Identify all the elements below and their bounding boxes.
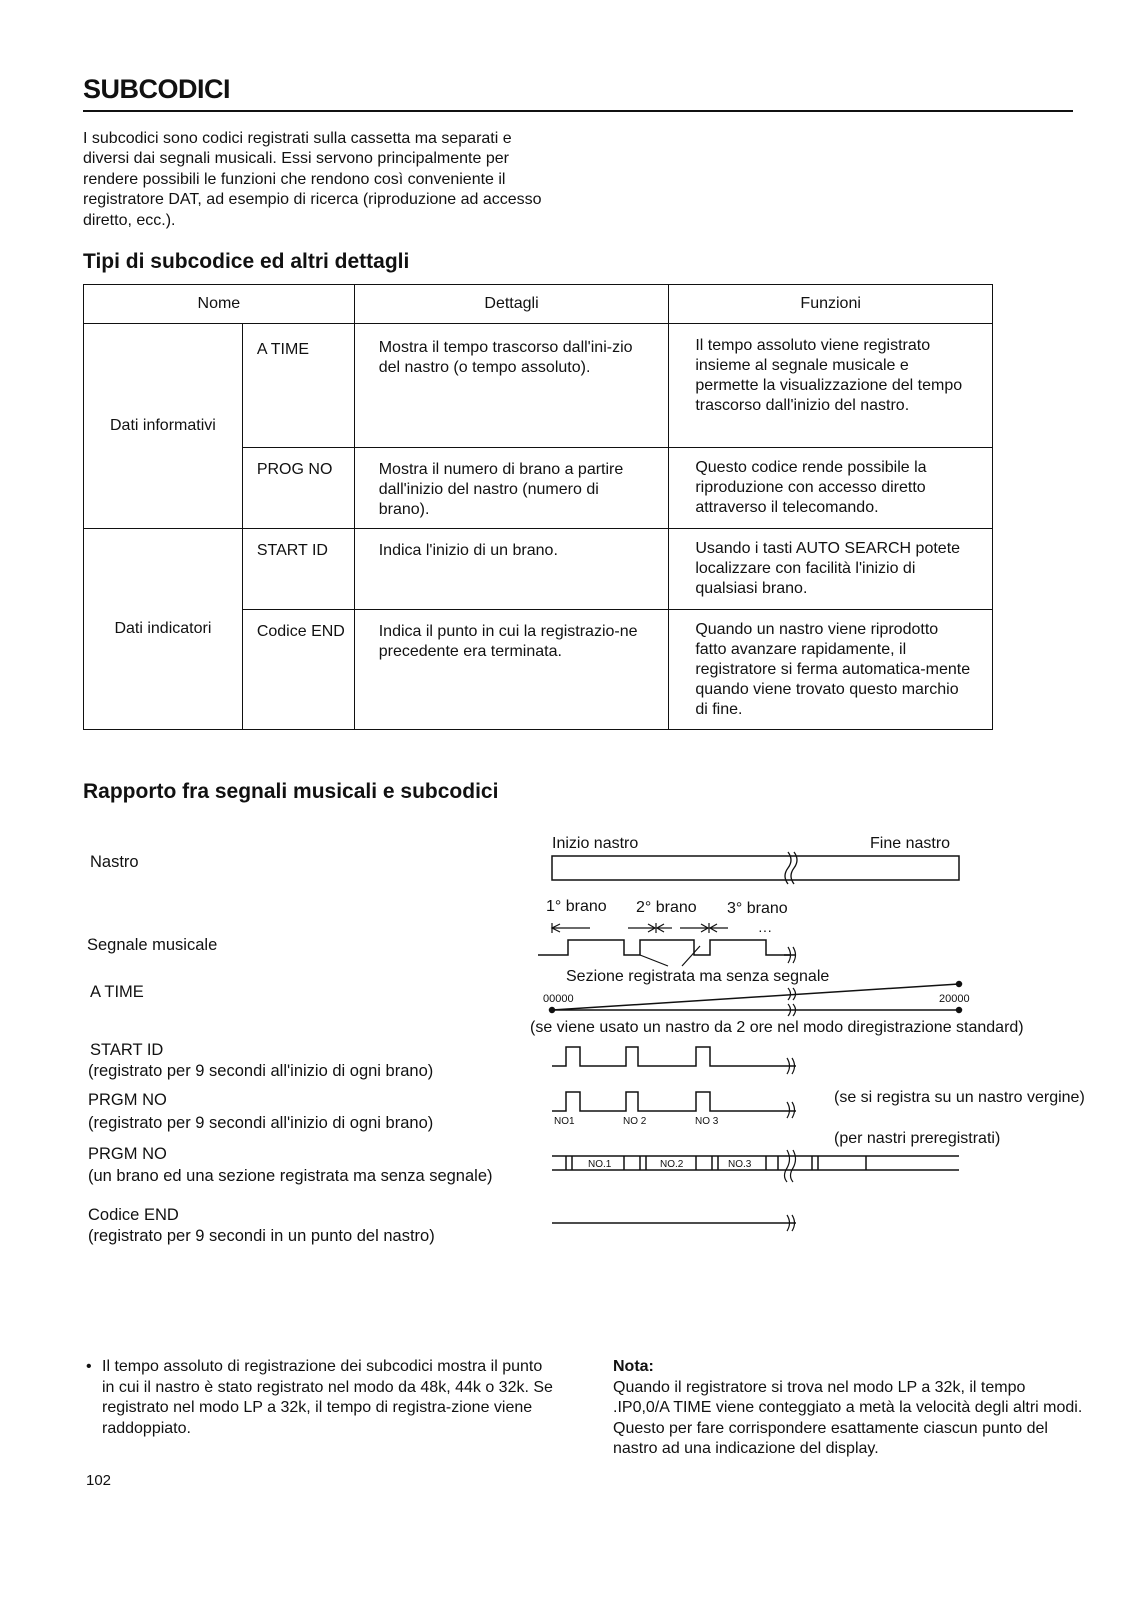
row-funzioni: Usando i tasti AUTO SEARCH potete localizzare con facilità l'inizio di qualsiasi brano.: [669, 529, 993, 610]
text-block-no1: NO.1: [588, 1159, 612, 1170]
text-brano-2: 2° brano: [636, 899, 697, 916]
text-inizio-nastro: Inizio nastro: [552, 835, 639, 852]
text-block-no2: NO.2: [660, 1159, 684, 1170]
page-title: SUBCODICI: [83, 74, 231, 104]
row-dettagli: Mostra il numero di brano a partire dall'inizio del nastro (numero di brano).: [354, 448, 669, 529]
a-time-line: [550, 982, 962, 1017]
header-funzioni: Funzioni: [669, 285, 993, 324]
brano-arrows: [552, 923, 728, 933]
text-time-start: 00000: [543, 993, 574, 1005]
text-dots: ···: [758, 922, 772, 938]
row-name: START ID: [242, 529, 354, 610]
bullet-note-text: Il tempo assoluto di registrazione dei subcodici mostra il punto in cui il nastro è stato registrato nel modo da 48k, 44k o 32k. Se registrato nel modo LP a 32k, il tempo di registra-zione viene raddoppiato.: [102, 1358, 553, 1437]
text-time-end: 20000: [939, 993, 970, 1005]
music-signal-wave: [538, 940, 784, 955]
row-name: A TIME: [242, 324, 354, 448]
text-fine-nastro: Fine nastro: [870, 835, 951, 852]
nota-title: Nota:: [613, 1358, 654, 1375]
text-nastri-preregistrati: (per nastri preregistrati): [834, 1130, 1001, 1147]
label-segnale-musicale: Segnale musicale: [87, 936, 218, 954]
text-atime-note: (se viene usato un nastro da 2 ore nel modo diregistrazione standard): [530, 1019, 1024, 1036]
label-codice-end: Codice END: [88, 1206, 179, 1224]
group-dati-informativi: Dati informativi: [84, 324, 243, 529]
text-sezione-silenziosa: Sezione registrata ma senza segnale: [566, 968, 830, 985]
label-nastro: Nastro: [90, 853, 139, 871]
group-dati-indicatori: Dati indicatori: [84, 529, 243, 730]
label-codice-end-note: (registrato per 9 secondi in un punto del nastro): [88, 1227, 435, 1245]
bullet-icon: •: [86, 1358, 92, 1375]
text-no1: NO1: [554, 1116, 575, 1127]
row-name: PROG NO: [242, 448, 354, 529]
section-heading-rapporto: Rapporto fra segnali musicali e subcodici: [83, 780, 499, 803]
header-nome: Nome: [84, 285, 355, 324]
label-prgm-no-2-note: (un brano ed una sezione registrata ma senza segnale): [88, 1167, 493, 1185]
row-name: Codice END: [242, 610, 354, 730]
row-dettagli: Indica il punto in cui la registrazio-ne precedente era terminata.: [354, 610, 669, 730]
label-prgm-no-1-note: (registrato per 9 secondi all'inizio di ogni brano): [88, 1114, 434, 1132]
nota-text: Quando il registratore si trova nel modo LP a 32k, il tempo .IP0,0/A TIME viene conteggiato a metà la velocità degli altri modi. Questo per fare corrispondere esattamente ciascun punto del nastro ad una indicazione del display.: [613, 1378, 1083, 1457]
row-funzioni: Questo codice rende possibile la riproduzione con accesso diretto attraverso il telecomando.: [669, 448, 993, 529]
text-brano-1: 1° brano: [546, 898, 607, 915]
tape-bar: [552, 856, 959, 880]
header-dettagli: Dettagli: [354, 285, 669, 324]
row-dettagli: Indica l'inizio di un brano.: [354, 529, 669, 610]
intro-paragraph: I subcodici sono codici registrati sulla cassetta ma separati e diversi dai segnali musicali. Essi servono principalmente per rendere possibili le funzioni che rendono così conveniente il registratore DAT, ad esempio di ricerca (riproduzione ad accesso diretto, ecc.).: [83, 130, 542, 229]
start-id-wave: [552, 1047, 784, 1066]
nota-block: [613, 1357, 1083, 1460]
bullet-note: [86, 1357, 556, 1439]
row-dettagli: Mostra il tempo trascorso dall'ini-zio del nastro (o tempo assoluto).: [354, 324, 669, 448]
row-funzioni: Il tempo assoluto viene registrato insieme al segnale musicale e permette la visualizzazione del tempo trascorso dall'inizio del nastro.: [669, 324, 993, 448]
label-prgm-no-1: PRGM NO: [88, 1091, 167, 1109]
label-prgm-no-2: PRGM NO: [88, 1145, 167, 1163]
label-start-id: START ID: [90, 1041, 164, 1059]
page-number: 102: [86, 1472, 112, 1489]
text-nastro-vergine: (se si registra su un nastro vergine): [834, 1089, 1085, 1106]
label-a-time: A TIME: [90, 983, 144, 1001]
label-start-id-note: (registrato per 9 secondi all'inizio di ogni brano): [88, 1062, 434, 1080]
tape-break-icon: [785, 852, 791, 884]
text-no3: NO 3: [695, 1116, 719, 1127]
section-heading-tipi: Tipi di subcodice ed altri dettagli: [83, 250, 410, 273]
prgm-no-prerecorded-blocks: [552, 1150, 959, 1182]
text-block-no3: NO.3: [728, 1159, 752, 1170]
row-funzioni: Quando un nastro viene riprodotto fatto avanzare rapidamente, il registratore si ferma automatica-mente quando viene trovato questo marchio di fine.: [669, 610, 993, 730]
text-brano-3: 3° brano: [727, 900, 788, 917]
prgm-no-virgin-wave: [552, 1092, 784, 1111]
text-no2: NO 2: [623, 1116, 647, 1127]
